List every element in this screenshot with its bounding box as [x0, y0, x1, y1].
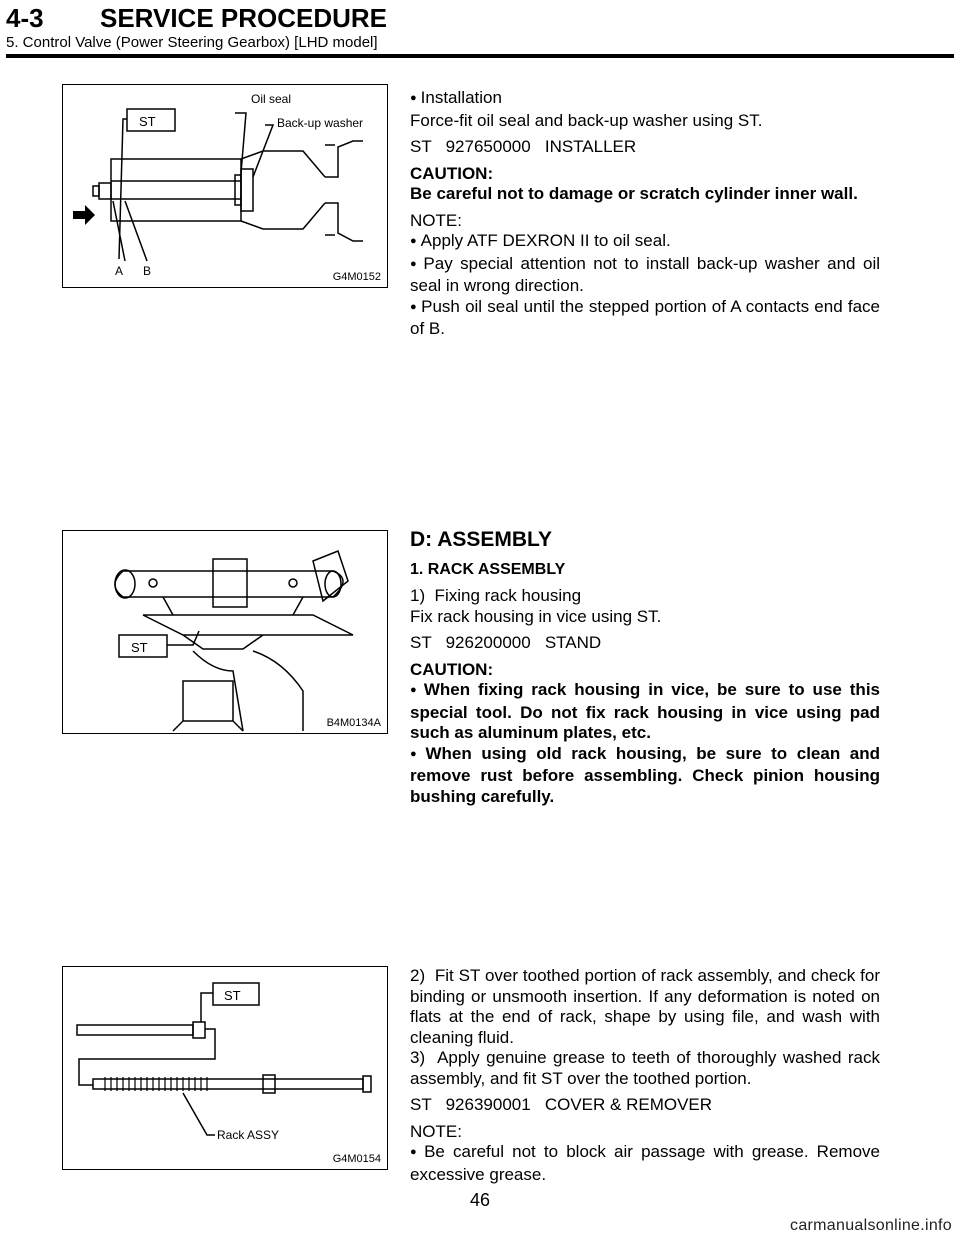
section-number: 4-3 — [6, 3, 44, 33]
fig1-backup-washer-label: Back-up washer — [277, 116, 364, 130]
installation-title: ● Installation — [410, 88, 880, 111]
step1-text: Fix rack housing in vice using ST. — [410, 606, 662, 626]
rack-fit-section — [410, 966, 885, 1185]
note-label: NOTE: — [410, 210, 462, 230]
fig1-a-label: A — [115, 264, 124, 278]
rack-assembly-subheading: 1. RACK ASSEMBLY — [410, 561, 566, 578]
caution-item: ● When fixing rack housing in vice, be sure to use this special tool. Do not fix rack housing in vice using pad such as aluminum plates, etc. — [410, 680, 880, 744]
step1-title: 1) Fixing rack housing — [410, 586, 582, 605]
fig1-b-label: B — [143, 264, 152, 278]
caution-item: ● When using old rack housing, be sure to clean and remove rust before assembling. Check pinion housing bushing carefully. — [410, 744, 880, 808]
installer-tool-line: ST 927650000 INSTALLER — [410, 137, 637, 156]
note-item: ● Pay special attention not to install back-up washer and oil seal in wrong direction. — [410, 254, 880, 297]
note-item: ● Push oil seal until the stepped portion of A contacts end face of B. — [410, 297, 880, 340]
fig2-st-label: ST — [131, 640, 148, 655]
oil-seal-diagram — [63, 85, 389, 289]
fig1-st-label: ST — [139, 114, 156, 129]
fig3-rack-assy-label: Rack ASSY — [217, 1128, 280, 1142]
caution-label: CAUTION: — [410, 163, 494, 183]
caution-text: Be careful not to damage or scratch cylinder inner wall. — [410, 184, 858, 203]
assembly-section — [410, 528, 880, 807]
rack-assy-diagram — [63, 967, 389, 1171]
figure-rack-housing-stand — [62, 530, 388, 734]
caution-label: CAUTION: — [410, 659, 494, 679]
watermark: carmanualsonline.info — [790, 1217, 952, 1234]
section-title: SERVICE PROCEDURE — [100, 3, 388, 33]
step3-text: 3) Apply genuine grease to teeth of thoroughly washed rack assembly, and fit ST over the toothed portion. — [410, 1048, 885, 1088]
assembly-heading: D: ASSEMBLY — [410, 528, 552, 551]
note-label: NOTE: — [410, 1121, 462, 1141]
figure-code: B4M0134A — [326, 717, 381, 729]
figure-rack-cover-remover — [62, 966, 388, 1170]
stand-tool-line: ST 926200000 STAND — [410, 633, 602, 652]
header-rule — [6, 54, 954, 58]
installation-section — [410, 88, 880, 340]
note-item: ● Apply ATF DEXRON II to oil seal. — [410, 231, 880, 254]
rack-housing-diagram — [63, 531, 389, 735]
cover-remover-tool-line: ST 926390001 COVER & REMOVER — [410, 1095, 713, 1114]
figure-oil-seal-installer — [62, 84, 388, 288]
note-item: ● Be careful not to block air passage with grease. Remove excessive grease. — [410, 1142, 880, 1185]
figure-code: G4M0152 — [332, 271, 381, 283]
section-subtitle: 5. Control Valve (Power Steering Gearbox) [LHD model] — [6, 34, 378, 51]
fig1-oil-seal-label: Oil seal — [251, 92, 292, 106]
page-number: 46 — [469, 1190, 491, 1210]
step2-text: 2) Fit ST over toothed portion of rack assembly, and check for binding or unsmooth insertion. If any deformation is noted on flats at the end of rack, shape by using file, and wash with cleaning fluid. — [410, 966, 885, 1047]
figure-code: G4M0154 — [332, 1153, 381, 1165]
fig3-st-label: ST — [224, 988, 241, 1003]
page-header — [0, 0, 960, 62]
installation-instruction: Force-fit oil seal and back-up washer using ST. — [410, 110, 763, 130]
